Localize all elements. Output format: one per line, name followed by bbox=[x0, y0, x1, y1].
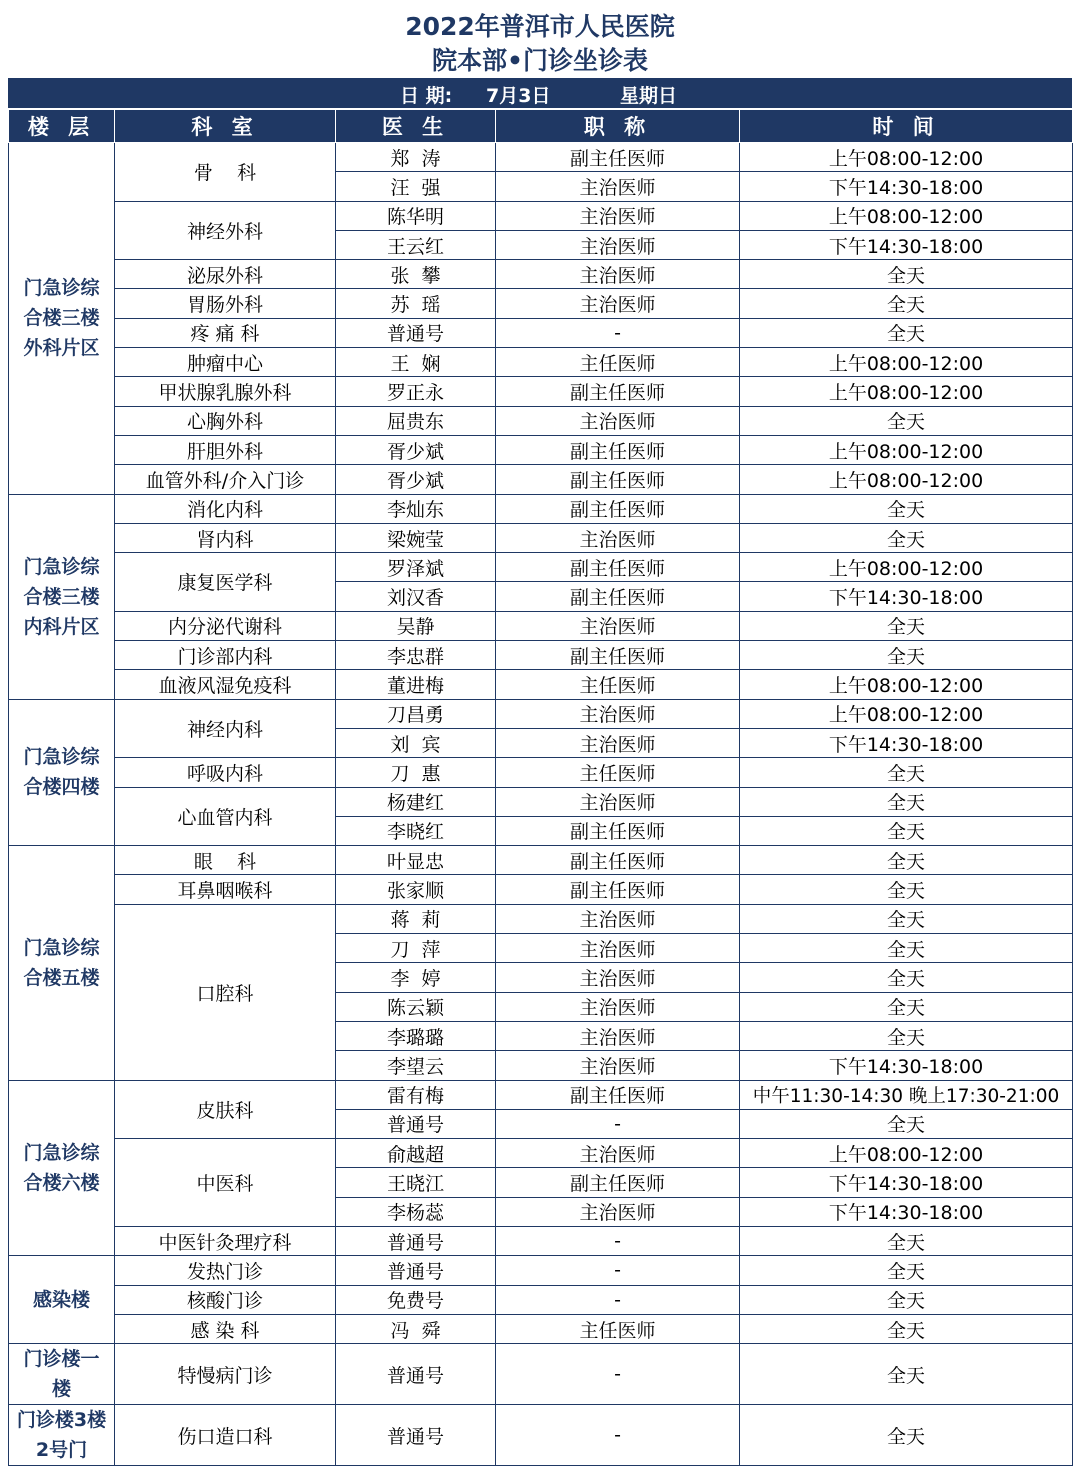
hospital-title: 2022年普洱市人民医院 bbox=[405, 12, 675, 41]
title-cell: - bbox=[496, 1109, 740, 1138]
floor-line: 门诊楼3楼 bbox=[16, 1409, 107, 1432]
time-cell: 全天 bbox=[740, 992, 1073, 1021]
floor-line: 合楼五楼 bbox=[23, 966, 100, 989]
dept-cell: 眼 科 bbox=[115, 846, 336, 875]
floor-line: 门急诊综 bbox=[23, 746, 100, 769]
table-row bbox=[9, 143, 1073, 172]
table-row bbox=[9, 1226, 1073, 1255]
dept-cell: 门诊部内科 bbox=[115, 641, 336, 670]
dept-cell: 甲状腺乳腺外科 bbox=[115, 377, 336, 406]
table-row bbox=[9, 406, 1073, 435]
table-row bbox=[9, 348, 1073, 377]
time-cell: 下午14:30-18:00 bbox=[740, 1168, 1073, 1197]
col-header-time: 时 间 bbox=[740, 110, 1073, 143]
dept-cell: 口腔科 bbox=[115, 904, 336, 1080]
doctor-cell: 苏 瑶 bbox=[336, 289, 496, 318]
table-row bbox=[9, 670, 1073, 699]
time-cell: 下午14:30-18:00 bbox=[740, 1051, 1073, 1080]
time-cell: 全天 bbox=[740, 406, 1073, 435]
schedule-sheet bbox=[8, 8, 1072, 1466]
title-cell: 主任医师 bbox=[496, 670, 740, 699]
doctor-cell: 刀昌勇 bbox=[336, 699, 496, 728]
doctor-cell: 王云红 bbox=[336, 230, 496, 259]
doctor-cell: 刘 宾 bbox=[336, 728, 496, 757]
doctor-cell: 李忠群 bbox=[336, 641, 496, 670]
time-cell: 上午08:00-12:00 bbox=[740, 348, 1073, 377]
time-cell: 上午08:00-12:00 bbox=[740, 143, 1073, 172]
dept-cell: 神经内科 bbox=[115, 699, 336, 758]
time-cell: 上午08:00-12:00 bbox=[740, 670, 1073, 699]
dept-cell: 泌尿外科 bbox=[115, 260, 336, 289]
doctor-cell: 董进梅 bbox=[336, 670, 496, 699]
time-cell: 上午08:00-12:00 bbox=[740, 465, 1073, 494]
title-cell: 主治医师 bbox=[496, 904, 740, 933]
title-cell: 主治医师 bbox=[496, 611, 740, 640]
doctor-cell: 俞越超 bbox=[336, 1139, 496, 1168]
table-row bbox=[9, 201, 1073, 230]
floor-line: 2号门 bbox=[35, 1439, 88, 1462]
col-header-dept: 科 室 bbox=[115, 110, 336, 143]
floor-cell bbox=[9, 143, 115, 495]
time-cell: 中午11:30-14:30 晚上17:30-21:00 bbox=[740, 1080, 1073, 1109]
dept-cell: 血管外科/介入门诊 bbox=[115, 465, 336, 494]
doctor-cell: 刀 萍 bbox=[336, 934, 496, 963]
floor-line: 门诊楼一 bbox=[23, 1348, 100, 1371]
time-cell: 全天 bbox=[740, 1109, 1073, 1138]
dept-cell: 中医科 bbox=[115, 1139, 336, 1227]
table-row bbox=[9, 523, 1073, 552]
table-row bbox=[9, 1256, 1073, 1285]
dept-cell: 肝胆外科 bbox=[115, 435, 336, 464]
col-header-title: 职 称 bbox=[496, 110, 740, 143]
title-cell: 副主任医师 bbox=[496, 143, 740, 172]
title-cell: - bbox=[496, 318, 740, 347]
doctor-cell: 李晓红 bbox=[336, 816, 496, 845]
table-row bbox=[9, 846, 1073, 875]
title-cell: 副主任医师 bbox=[496, 1168, 740, 1197]
table-row bbox=[9, 758, 1073, 787]
dept-cell: 肿瘤中心 bbox=[115, 348, 336, 377]
table-row bbox=[9, 318, 1073, 347]
dept-cell: 血液风湿免疫科 bbox=[115, 670, 336, 699]
doctor-cell: 胥少斌 bbox=[336, 435, 496, 464]
table-row bbox=[9, 699, 1073, 728]
title-cell: 主任医师 bbox=[496, 348, 740, 377]
doctor-cell: 吴静 bbox=[336, 611, 496, 640]
table-row bbox=[9, 875, 1073, 904]
floor-line: 门急诊综 bbox=[23, 936, 100, 959]
doctor-cell: 普通号 bbox=[336, 1109, 496, 1138]
table-row bbox=[9, 553, 1073, 582]
floor-line: 外科片区 bbox=[23, 337, 100, 360]
dept-cell: 疼 痛 科 bbox=[115, 318, 336, 347]
table-row bbox=[9, 465, 1073, 494]
doctor-cell: 刀 惠 bbox=[336, 758, 496, 787]
table-row bbox=[9, 641, 1073, 670]
dept-cell: 内分泌代谢科 bbox=[115, 611, 336, 640]
title-cell: - bbox=[496, 1344, 740, 1405]
doctor-cell: 陈云颖 bbox=[336, 992, 496, 1021]
doctor-cell: 屈贵东 bbox=[336, 406, 496, 435]
title-cell: 主治医师 bbox=[496, 934, 740, 963]
time-cell: 全天 bbox=[740, 289, 1073, 318]
floor-line: 合楼四楼 bbox=[23, 776, 100, 799]
title-cell: 主治医师 bbox=[496, 1051, 740, 1080]
floor-cell bbox=[9, 699, 115, 845]
doctor-cell: 蒋 莉 bbox=[336, 904, 496, 933]
title-cell: 副主任医师 bbox=[496, 553, 740, 582]
doctor-cell: 雷有梅 bbox=[336, 1080, 496, 1109]
dept-cell: 心胸外科 bbox=[115, 406, 336, 435]
title-cell: 主治医师 bbox=[496, 260, 740, 289]
time-cell: 全天 bbox=[740, 787, 1073, 816]
weekday: 星期日 bbox=[620, 85, 678, 107]
title-cell: 副主任医师 bbox=[496, 494, 740, 523]
doctor-cell: 普通号 bbox=[336, 318, 496, 347]
time-cell: 上午08:00-12:00 bbox=[740, 553, 1073, 582]
table-row bbox=[9, 904, 1073, 933]
title-cell: 副主任医师 bbox=[496, 1080, 740, 1109]
title-cell: 主治医师 bbox=[496, 728, 740, 757]
dept-cell: 心血管内科 bbox=[115, 787, 336, 846]
dept-cell: 肾内科 bbox=[115, 523, 336, 552]
floor-cell bbox=[9, 1080, 115, 1256]
date-band bbox=[8, 78, 1072, 109]
doctor-cell: 普通号 bbox=[336, 1226, 496, 1255]
date-label: 日 期: bbox=[400, 85, 453, 107]
title-cell: 主治医师 bbox=[496, 1139, 740, 1168]
title-cell: 主治医师 bbox=[496, 230, 740, 259]
title-cell: 副主任医师 bbox=[496, 377, 740, 406]
doctor-cell: 王晓江 bbox=[336, 1168, 496, 1197]
table-row bbox=[9, 1405, 1073, 1466]
floor-line: 门急诊综 bbox=[23, 277, 100, 300]
time-cell: 下午14:30-18:00 bbox=[740, 230, 1073, 259]
time-cell: 全天 bbox=[740, 1021, 1073, 1050]
table-row bbox=[9, 1314, 1073, 1343]
doctor-cell: 陈华明 bbox=[336, 201, 496, 230]
title-cell: 主治医师 bbox=[496, 1197, 740, 1226]
time-cell: 全天 bbox=[740, 1285, 1073, 1314]
doctor-cell: 刘汉香 bbox=[336, 582, 496, 611]
table-row bbox=[9, 494, 1073, 523]
title-cell: 副主任医师 bbox=[496, 582, 740, 611]
time-cell: 全天 bbox=[740, 875, 1073, 904]
time-cell: 下午14:30-18:00 bbox=[740, 1197, 1073, 1226]
title-cell: 副主任医师 bbox=[496, 641, 740, 670]
time-cell: 全天 bbox=[740, 846, 1073, 875]
doctor-cell: 李杨蕊 bbox=[336, 1197, 496, 1226]
time-cell: 全天 bbox=[740, 934, 1073, 963]
column-header-row bbox=[9, 110, 1073, 143]
time-cell: 上午08:00-12:00 bbox=[740, 435, 1073, 464]
time-cell: 下午14:30-18:00 bbox=[740, 582, 1073, 611]
doctor-cell: 罗正永 bbox=[336, 377, 496, 406]
doctor-cell: 李灿东 bbox=[336, 494, 496, 523]
table-row bbox=[9, 1285, 1073, 1314]
dept-cell: 感 染 科 bbox=[115, 1314, 336, 1343]
floor-line: 感染楼 bbox=[32, 1288, 90, 1311]
table-row bbox=[9, 1139, 1073, 1168]
time-cell: 全天 bbox=[740, 260, 1073, 289]
doctor-cell: 王 娴 bbox=[336, 348, 496, 377]
time-cell: 全天 bbox=[740, 523, 1073, 552]
title-cell: 主治医师 bbox=[496, 172, 740, 201]
time-cell: 全天 bbox=[740, 1405, 1073, 1466]
title-cell: 主治医师 bbox=[496, 289, 740, 318]
table-row bbox=[9, 260, 1073, 289]
schedule-title: 院本部•门诊坐诊表 bbox=[432, 46, 648, 75]
floor-line: 楼 bbox=[51, 1378, 71, 1401]
time-cell: 全天 bbox=[740, 318, 1073, 347]
floor-cell bbox=[9, 846, 115, 1080]
table-row bbox=[9, 611, 1073, 640]
dept-cell: 康复医学科 bbox=[115, 553, 336, 612]
floor-cell bbox=[9, 1256, 115, 1344]
time-cell: 上午08:00-12:00 bbox=[740, 1139, 1073, 1168]
dept-cell: 神经外科 bbox=[115, 201, 336, 260]
title-cell: 副主任医师 bbox=[496, 875, 740, 904]
time-cell: 全天 bbox=[740, 1226, 1073, 1255]
doctor-cell: 汪 强 bbox=[336, 172, 496, 201]
title-cell: 副主任医师 bbox=[496, 435, 740, 464]
dept-cell: 消化内科 bbox=[115, 494, 336, 523]
dept-cell: 呼吸内科 bbox=[115, 758, 336, 787]
time-cell: 上午08:00-12:00 bbox=[740, 201, 1073, 230]
col-header-floor: 楼 层 bbox=[9, 110, 115, 143]
time-cell: 全天 bbox=[740, 1344, 1073, 1405]
title-cell: 主任医师 bbox=[496, 758, 740, 787]
doctor-cell: 罗泽斌 bbox=[336, 553, 496, 582]
dept-cell: 发热门诊 bbox=[115, 1256, 336, 1285]
title-cell: - bbox=[496, 1405, 740, 1466]
doctor-cell: 免费号 bbox=[336, 1285, 496, 1314]
title-cell: 主治医师 bbox=[496, 699, 740, 728]
time-cell: 全天 bbox=[740, 904, 1073, 933]
dept-cell: 特慢病门诊 bbox=[115, 1344, 336, 1405]
dept-cell: 骨 科 bbox=[115, 143, 336, 202]
title-cell: 主治医师 bbox=[496, 992, 740, 1021]
time-cell: 全天 bbox=[740, 1256, 1073, 1285]
title-cell: - bbox=[496, 1226, 740, 1255]
doctor-cell: 张 攀 bbox=[336, 260, 496, 289]
floor-cell bbox=[9, 1344, 115, 1405]
title-cell: 副主任医师 bbox=[496, 465, 740, 494]
dept-cell: 核酸门诊 bbox=[115, 1285, 336, 1314]
doctor-cell: 胥少斌 bbox=[336, 465, 496, 494]
schedule-table bbox=[8, 109, 1073, 1466]
time-cell: 全天 bbox=[740, 816, 1073, 845]
title-cell: 主治医师 bbox=[496, 201, 740, 230]
doctor-cell: 李璐璐 bbox=[336, 1021, 496, 1050]
doctor-cell: 张家顺 bbox=[336, 875, 496, 904]
col-header-doctor: 医 生 bbox=[336, 110, 496, 143]
title-cell: 主治医师 bbox=[496, 523, 740, 552]
dept-cell: 中医针灸理疗科 bbox=[115, 1226, 336, 1255]
time-cell: 全天 bbox=[740, 494, 1073, 523]
doctor-cell: 普通号 bbox=[336, 1405, 496, 1466]
time-cell: 下午14:30-18:00 bbox=[740, 172, 1073, 201]
date-value: 7月3日 bbox=[486, 85, 551, 107]
schedule-body bbox=[9, 143, 1073, 1466]
title-cell: 副主任医师 bbox=[496, 816, 740, 845]
title-cell: - bbox=[496, 1256, 740, 1285]
doctor-cell: 李 婷 bbox=[336, 963, 496, 992]
table-row bbox=[9, 289, 1073, 318]
table-row bbox=[9, 435, 1073, 464]
time-cell: 上午08:00-12:00 bbox=[740, 699, 1073, 728]
doctor-cell: 普通号 bbox=[336, 1344, 496, 1405]
time-cell: 全天 bbox=[740, 641, 1073, 670]
floor-line: 门急诊综 bbox=[23, 555, 100, 578]
time-cell: 下午14:30-18:00 bbox=[740, 728, 1073, 757]
title-cell: 主治医师 bbox=[496, 963, 740, 992]
floor-cell bbox=[9, 1405, 115, 1466]
table-row bbox=[9, 1344, 1073, 1405]
title-cell: - bbox=[496, 1285, 740, 1314]
time-cell: 全天 bbox=[740, 758, 1073, 787]
doctor-cell: 杨建红 bbox=[336, 787, 496, 816]
title-cell: 主治医师 bbox=[496, 1021, 740, 1050]
doctor-cell: 叶显忠 bbox=[336, 846, 496, 875]
time-cell: 全天 bbox=[740, 1314, 1073, 1343]
time-cell: 全天 bbox=[740, 611, 1073, 640]
floor-cell bbox=[9, 494, 115, 699]
title-cell: 主任医师 bbox=[496, 1314, 740, 1343]
title-cell: 副主任医师 bbox=[496, 846, 740, 875]
doctor-cell: 冯 舜 bbox=[336, 1314, 496, 1343]
table-row bbox=[9, 1080, 1073, 1109]
dept-cell: 伤口造口科 bbox=[115, 1405, 336, 1466]
floor-line: 合楼三楼 bbox=[23, 307, 100, 330]
dept-cell: 胃肠外科 bbox=[115, 289, 336, 318]
doctor-cell: 普通号 bbox=[336, 1256, 496, 1285]
doctor-cell: 梁婉莹 bbox=[336, 523, 496, 552]
floor-line: 内科片区 bbox=[23, 615, 100, 638]
table-row bbox=[9, 377, 1073, 406]
floor-line: 合楼三楼 bbox=[23, 585, 100, 608]
doctor-cell: 李望云 bbox=[336, 1051, 496, 1080]
title-cell: 主治医师 bbox=[496, 787, 740, 816]
time-cell: 上午08:00-12:00 bbox=[740, 377, 1073, 406]
table-row bbox=[9, 787, 1073, 816]
floor-line: 合楼六楼 bbox=[23, 1171, 100, 1194]
time-cell: 全天 bbox=[740, 963, 1073, 992]
doctor-cell: 郑 涛 bbox=[336, 143, 496, 172]
dept-cell: 皮肤科 bbox=[115, 1080, 336, 1139]
floor-line: 门急诊综 bbox=[23, 1141, 100, 1164]
dept-cell: 耳鼻咽喉科 bbox=[115, 875, 336, 904]
title-cell: 主治医师 bbox=[496, 406, 740, 435]
